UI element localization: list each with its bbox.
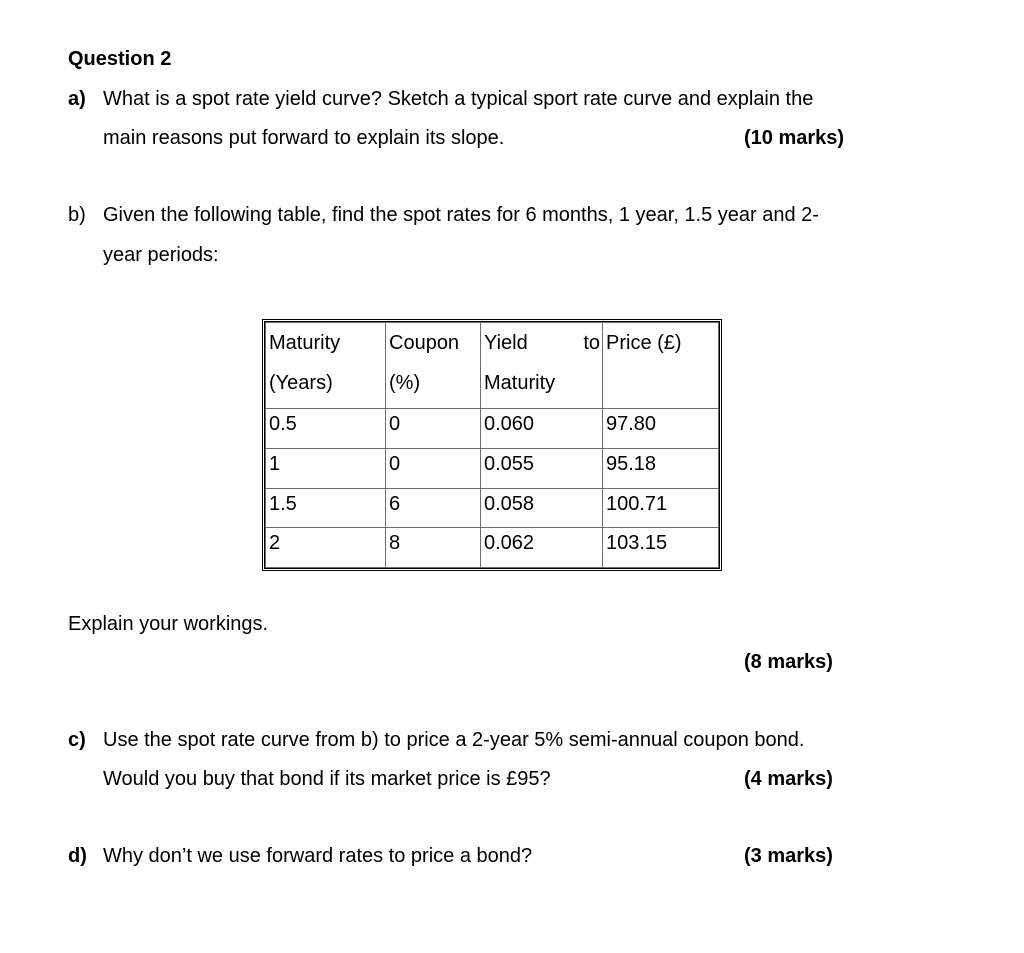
header-yield-line-1 xyxy=(484,323,602,363)
part-c-label: c) xyxy=(68,729,86,751)
cell-price: 97.80 xyxy=(603,409,719,449)
header-price xyxy=(603,323,719,409)
header-maturity xyxy=(266,323,386,409)
part-b-line-1 xyxy=(68,204,819,227)
header-coupon xyxy=(386,323,481,409)
part-c-text-1: Use the spot rate curve from b) to price a 2-year 5% semi-annual coupon bond. xyxy=(103,729,805,751)
cell-coupon: 0 xyxy=(386,449,481,489)
part-d-marks: (3 marks) xyxy=(744,845,833,867)
cell-coupon: 8 xyxy=(386,528,481,568)
header-maturity-line-2: (Years) xyxy=(269,372,333,394)
part-d-line-1 xyxy=(68,845,532,868)
part-d-text-1: Why don’t we use forward rates to price a bond? xyxy=(103,845,533,867)
header-yield-word: Yield xyxy=(484,332,528,354)
cell-maturity: 1.5 xyxy=(266,488,386,528)
cell-coupon: 6 xyxy=(386,488,481,528)
part-d-label: d) xyxy=(68,845,87,867)
bond-table xyxy=(265,322,719,568)
part-a-marks: (10 marks) xyxy=(744,127,845,149)
part-c-marks: (4 marks) xyxy=(744,768,833,790)
header-price-text: Price (£) xyxy=(606,332,682,354)
part-b-label: b) xyxy=(68,204,86,226)
part-b-text-1: Given the following table, find the spot rates for 6 months, 1 year, 1.5 year and 2- xyxy=(103,204,819,226)
part-c-line-2: Would you buy that bond if its market price is £95? xyxy=(103,768,551,790)
part-a-line-2: main reasons put forward to explain its slope. xyxy=(103,127,505,149)
cell-maturity: 1 xyxy=(266,449,386,489)
cell-price: 95.18 xyxy=(603,449,719,489)
bond-table-frame xyxy=(262,319,722,571)
cell-maturity: 0.5 xyxy=(266,409,386,449)
cell-coupon: 0 xyxy=(386,409,481,449)
part-b-line-2: year periods: xyxy=(103,244,219,266)
header-yield-to: to xyxy=(583,332,600,354)
header-coupon-line-2: (%) xyxy=(389,372,421,394)
cell-ytm: 0.062 xyxy=(481,528,603,568)
table-row xyxy=(266,409,719,449)
part-c-line-1 xyxy=(68,729,804,752)
cell-price: 103.15 xyxy=(603,528,719,568)
cell-ytm: 0.060 xyxy=(481,409,603,449)
cell-ytm: 0.055 xyxy=(481,449,603,489)
part-b-marks: (8 marks) xyxy=(744,651,833,673)
part-a-label: a) xyxy=(68,88,86,110)
part-a-text-1: What is a spot rate yield curve? Sketch a typical sport rate curve and explain the xyxy=(103,88,814,110)
header-maturity-line-1: Maturity xyxy=(269,332,341,354)
table-header-row xyxy=(266,323,719,409)
header-coupon-line-1: Coupon xyxy=(389,332,460,354)
part-a-line-1 xyxy=(68,88,813,111)
table-row xyxy=(266,449,719,489)
header-yield xyxy=(481,323,603,409)
question-title: Question 2 xyxy=(68,48,172,70)
cell-price: 100.71 xyxy=(603,488,719,528)
table-row xyxy=(266,488,719,528)
cell-ytm: 0.058 xyxy=(481,488,603,528)
table-row xyxy=(266,528,719,568)
explain-workings-text: Explain your workings. xyxy=(68,613,269,635)
cell-maturity: 2 xyxy=(266,528,386,568)
header-yield-line-2: Maturity xyxy=(484,372,556,394)
